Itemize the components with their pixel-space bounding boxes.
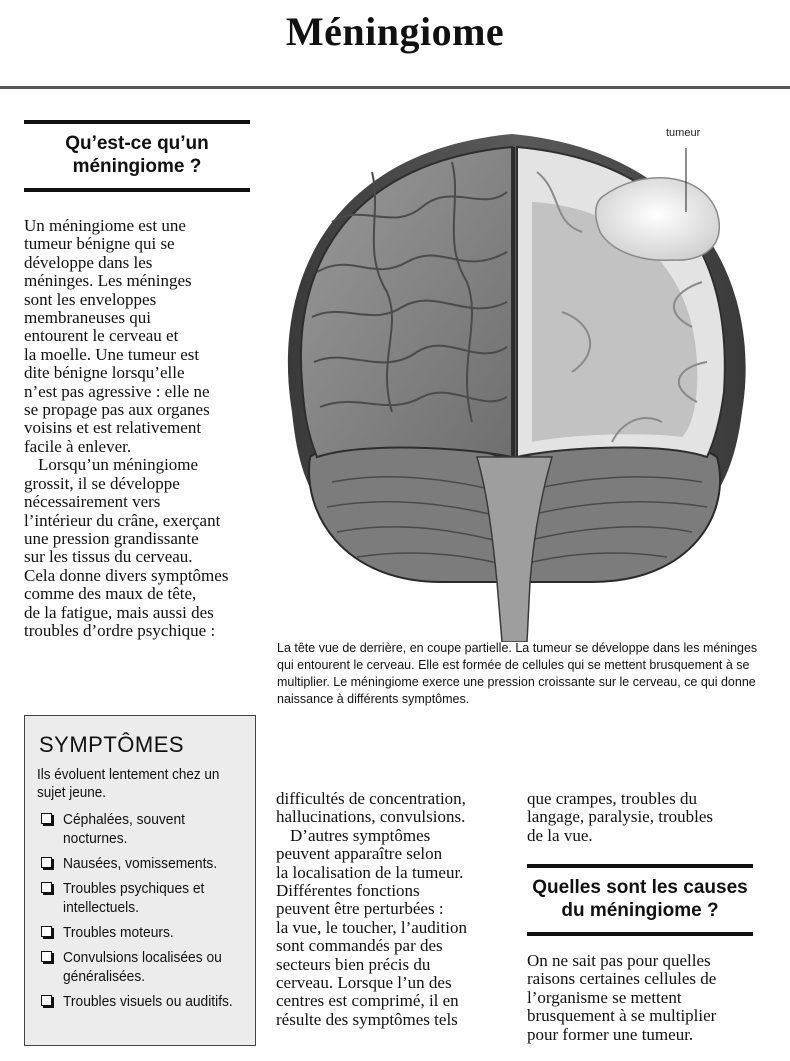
text-line: grossit, il se développe (24, 473, 180, 493)
text-line: de la fatigue, mais aussi des (24, 602, 214, 622)
checkbox-icon (41, 857, 52, 868)
symptoms-box (24, 715, 256, 1046)
text-line: que crampes, troubles du (527, 789, 697, 808)
checkbox-icon (41, 926, 52, 937)
symptoms-title: SYMPTÔMES (39, 732, 185, 757)
checkbox-icon (41, 813, 52, 824)
symptom-label: Céphalées, souvent nocturnes. (63, 811, 185, 847)
text-line: peuvent être perturbées : (276, 899, 444, 919)
symptom-label: Convulsions localisées ou généralisées. (63, 949, 222, 985)
text-line: l’intérieur du crâne, exerçant (24, 510, 221, 530)
symptom-item (37, 854, 243, 873)
heading-text (24, 124, 250, 188)
text-line: de la vue. (527, 825, 593, 845)
text-line: se propage pas aux organes (24, 400, 210, 420)
text-line: méninges. Les méninges (24, 271, 192, 291)
heading-rule-bottom (527, 932, 753, 936)
checkbox-icon (41, 882, 52, 893)
text-line: n’est pas agressive : elle ne (24, 381, 210, 401)
left-hemisphere (301, 147, 512, 457)
symptoms-intro: Ils évoluent lentement chez un sujet jeune. (37, 766, 220, 801)
text-line: peuvent apparaître selon (276, 844, 443, 864)
text-line: l’organisme se mettent (527, 987, 682, 1007)
heading-line-2: du méningiome ? (561, 900, 719, 921)
section-heading-what (24, 120, 250, 192)
text-line: résulte des symptômes tels (276, 1009, 458, 1029)
heading-line-1: Qu’est-ce qu’un (65, 133, 209, 154)
text-line: entourent le cerveau et (24, 326, 179, 346)
text-line: D’autres symptômes (290, 825, 431, 845)
text-line: centres est comprimé, il en (276, 991, 459, 1011)
heading-rule-bottom (24, 188, 250, 192)
checkbox-icon (41, 995, 52, 1006)
tumor-label: tumeur (666, 127, 701, 139)
brain-illustration (262, 112, 762, 642)
symptom-item (37, 923, 243, 942)
page-title: Méningiome (285, 9, 505, 54)
text-line: sont les enveloppes (24, 289, 157, 309)
text-line: facile à enlever. (24, 436, 132, 456)
text-line: On ne sait pas pour quelles (527, 951, 711, 970)
title-divider (0, 86, 790, 89)
paragraph-definition (24, 217, 256, 456)
column-1-text (24, 217, 256, 640)
symptom-label: Troubles psychiques et intellectuels. (63, 880, 205, 916)
paragraph-causes (527, 952, 762, 1044)
heading-line-2: méningiome ? (72, 156, 202, 177)
column-2-text (276, 790, 506, 1029)
heading-text (527, 868, 753, 932)
text-line: tumeur bénigne qui se (24, 234, 175, 254)
heading-line-1: Quelles sont les causes (532, 877, 748, 898)
text-line: sur les tissus du cerveau. (24, 547, 193, 567)
text-line: Cela donne divers symptômes (24, 565, 229, 585)
text-line: la moelle. Une tumeur est (24, 344, 200, 364)
text-line: Lorsqu’un méningiome (38, 455, 199, 475)
text-line: hallucinations, convulsions. (276, 807, 466, 827)
symptom-item (37, 948, 243, 986)
column-3-top-text (527, 790, 757, 845)
paragraph-growth (24, 456, 256, 640)
text-line: la localisation de la tumeur. (276, 862, 464, 882)
text-line: troubles d’ordre psychique : (24, 620, 216, 640)
text-line: brusquement à se multiplier (527, 1006, 717, 1026)
text-line: nécessairement vers (24, 492, 161, 512)
symptom-label: Troubles moteurs. (63, 924, 174, 941)
symptom-item (37, 879, 243, 917)
text-line: raisons certaines cellules de (527, 969, 717, 989)
symptom-item (37, 810, 243, 848)
text-line: cerveau. Lorsque l’un des (276, 973, 452, 993)
text-line: comme des maux de tête, (24, 584, 197, 604)
text-line: voisins et est relativement (24, 418, 202, 438)
figure-caption: La tête vue de derrière, en coupe partielle. La tumeur se développe dans les méninges qui entourent le cerveau. Elle est formée de cellules qui se mettent brusquement à se multiplier. Le méningiome exerce une pression croissante sur le cerveau, ce qui donne naissance à différents symptômes. (277, 641, 758, 706)
symptom-label: Troubles visuels ou auditifs. (63, 993, 233, 1010)
text-line: sont commandés par des (276, 936, 443, 956)
symptom-label: Nausées, vomissements. (63, 855, 218, 872)
text-line: dite bénigne lorsqu’elle (24, 363, 185, 383)
text-line: secteurs bien précis du (276, 954, 431, 974)
column-3-bottom-text (527, 952, 762, 1044)
symptom-item (37, 992, 243, 1011)
text-line: Un méningiome est une (24, 216, 186, 235)
text-line: une pression grandissante (24, 528, 199, 548)
text-line: difficultés de concentration, (276, 789, 466, 808)
text-line: membraneuses qui (24, 308, 151, 328)
text-line: pour former une tumeur. (527, 1024, 694, 1044)
text-line: développe dans les (24, 252, 153, 272)
paragraph-symptoms-end (527, 790, 757, 845)
paragraph-continued (276, 790, 506, 1029)
checkbox-icon (41, 951, 52, 962)
text-line: la vue, le toucher, l’audition (276, 917, 467, 937)
text-line: Différentes fonctions (276, 881, 420, 901)
section-heading-causes (527, 864, 753, 936)
text-line: langage, paralysie, troubles (527, 807, 713, 827)
